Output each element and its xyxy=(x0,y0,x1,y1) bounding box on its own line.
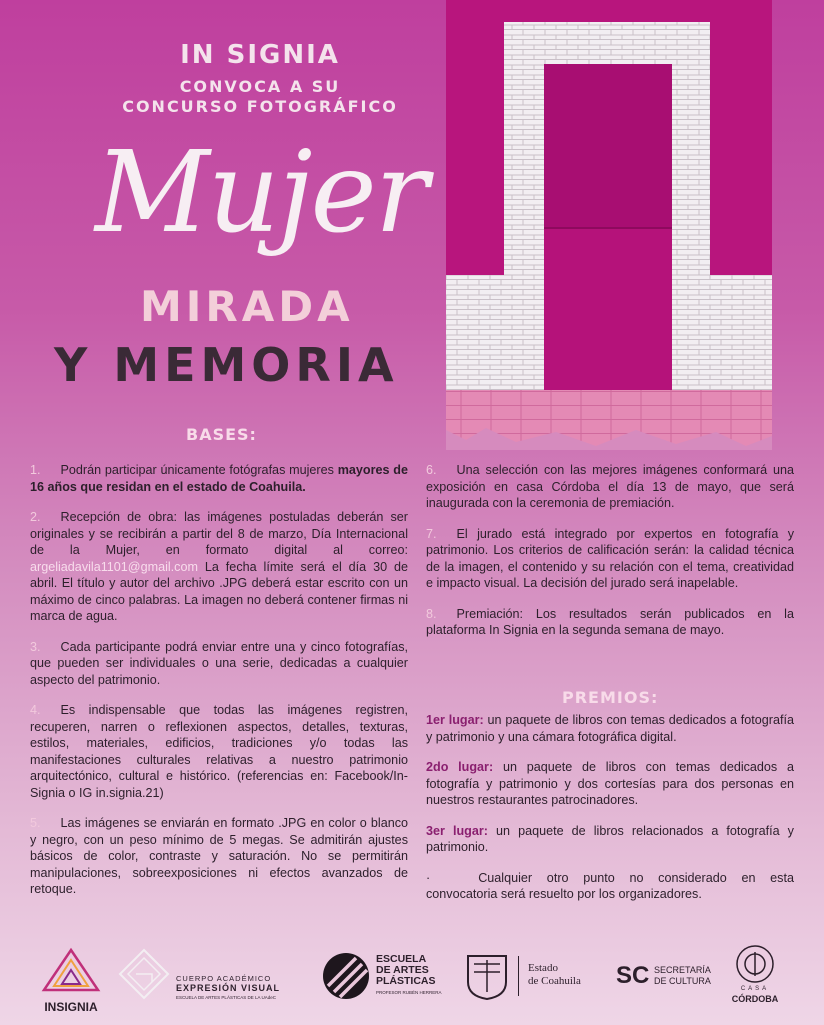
email-link[interactable]: argeliadavila1101@gmail.com xyxy=(30,559,198,574)
secretaria-cultura-logo: SC SECRETARÍA DE CULTURA xyxy=(616,962,711,989)
casa-cordoba-logo: CASA CÓRDOBA xyxy=(722,944,788,1022)
closing-note: · Cualquier otro punto no considerado en esta convocatoria será resuelto por los organizadores. xyxy=(426,870,794,901)
sponsor-logos xyxy=(0,940,824,1025)
concurso-line: CONCURSO FOTOGRÁFICO xyxy=(122,97,398,116)
escuela-artes-logo: ESCUELA DE ARTES PLÁSTICAS PROFESOR RUBÉN HERRERA xyxy=(322,950,452,1010)
item-2: 2. Recepción de obra: las imágenes postuladas deberán ser originales y se recibirán a partir del 8 de marzo, Día Internacional de la Mujer, en formato digital al correo: argeliadavila1101@gmail.com La fecha límite será el día 30 de abril. El título y autor del archivo .JPG deberá estar escrito con un máximo de cinco palabras. La imagen no deberá contener firmas ni marca de agua. xyxy=(30,510,408,623)
cuerpo-academico-logo: CUERPO ACADÉMICO EXPRESIÓN VISUAL ESCUELA DE ARTES PLÁSTICAS DE LA UAdeC xyxy=(118,948,308,1018)
item-6: 6. Una selección con las mejores imágenes conformará una exposición en casa Córdoba el día 13 de mayo, que será inaugurada con la ceremonia de premiación. xyxy=(426,463,794,510)
item-4: 4. Es indispensable que todas las imágenes registren, recuperen, narren o reflexionen aspectos, detalles, texturas, estilos, materiales, edificios, tradiciones y/o todas las manifestaciones culturales relativas a nuestro patrimonio arquitectónico, cultural e histórico. (referencias en: Facebook/In-Signia o IG in.signia.21) xyxy=(30,703,408,800)
item-1: 1. Podrán participar únicamente fotógrafas mujeres mayores de 16 años que residan en el estado de Coahuila. xyxy=(30,463,408,494)
insignia-logo: INSIGNIA xyxy=(36,946,106,1016)
premio-3: 3er lugar: un paquete de libros relacionados a fotografía y patrimonio. xyxy=(426,823,794,854)
title-mirada: MIRADA xyxy=(140,282,354,331)
item-5: 5. Las imágenes se enviarán en formato .JPG en color o blanco y negro, con un peso mínimo de 5 megas. Se admitirán ajustes básicos de color, contraste y saturación. No se permitirán manipulaciones, sobreexposiciones ni efectos avanzados de retoque. xyxy=(30,816,408,896)
estado-coahuila-logo: Estado de Coahuila xyxy=(464,952,604,1008)
premios-list xyxy=(426,712,794,917)
door-photo xyxy=(446,0,772,450)
convoca-line: CONVOCA A SU xyxy=(179,77,341,96)
premio-1: 1er lugar: un paquete de libros con temas dedicados a fotografía y patrimonio y una cámara fotográfica digital. xyxy=(426,713,794,744)
premio-2: 2do lugar: un paquete de libros con temas dedicados a fotografía y patrimonio y dos cortesías para dos personas en nuestros restaurantes patrocinadores. xyxy=(426,760,795,807)
item-7: 7. El jurado está integrado por expertos en fotografía y patrimonio. Los criterios de calificación serán: la calidad técnica de la imagen, el contenido y su relación con el tema, creatividad e impacto visual. La decisión del jurado será inapelable. xyxy=(426,526,794,590)
bases-heading: BASES: xyxy=(186,425,257,444)
org-title: IN SIGNIA xyxy=(180,40,340,70)
item-3: 3. Cada participante podrá enviar entre una y cinco fotografías, que pueden ser individuales o una serie, dedicadas a cualquier aspecto del patrimonio. xyxy=(30,639,408,687)
premios-heading: PREMIOS: xyxy=(562,688,659,707)
item-8: 8. Premiación: Los resultados serán publicados en la plataforma In Signia en la segunda semana de mayo. xyxy=(426,606,794,637)
title-mujer: Mujer xyxy=(95,128,427,258)
left-column xyxy=(30,462,408,912)
title-memoria: Y MEMORIA xyxy=(54,338,399,392)
right-column xyxy=(426,462,794,653)
